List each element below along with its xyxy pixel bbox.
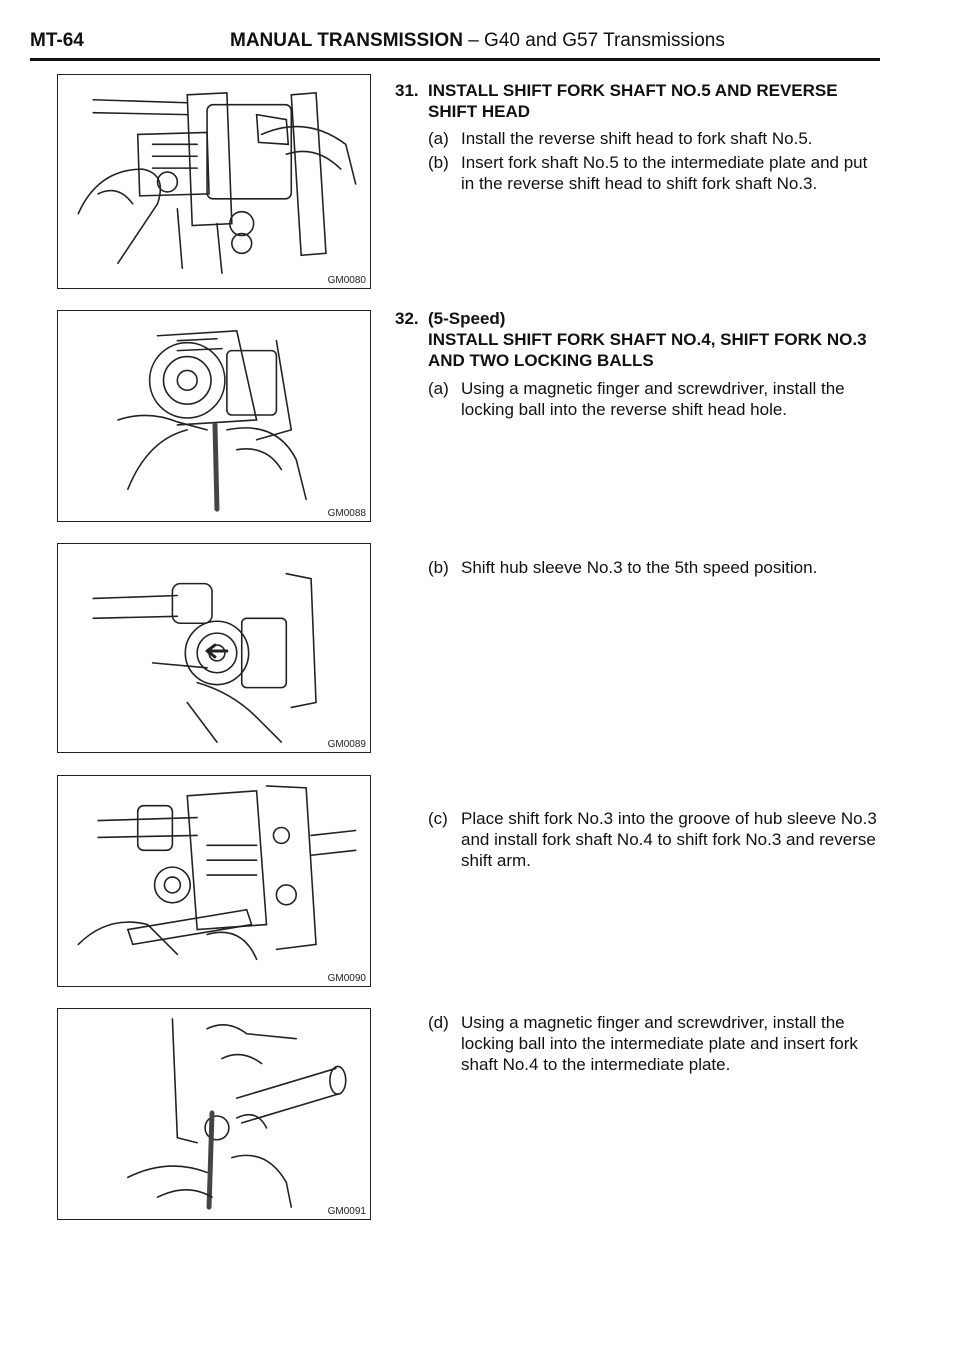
section-title: MANUAL TRANSMISSION	[230, 30, 463, 51]
illustration-intermediate-plate	[58, 1009, 370, 1219]
illustration-magnetic-finger	[58, 311, 370, 521]
figure-code: GM0091	[327, 1206, 366, 1217]
substep-text: Install the reverse shift head to fork shaft No.5.	[461, 129, 813, 148]
step-31	[395, 80, 885, 122]
page-header	[30, 28, 880, 62]
figure-install-fork-shaft-5	[57, 74, 371, 289]
substep-label: (b)	[428, 153, 449, 172]
illustration-hub-sleeve	[58, 544, 370, 752]
step-32b	[428, 557, 883, 578]
substep-label: (c)	[428, 809, 448, 828]
substep-text: Place shift fork No.3 into the groove of hub sleeve No.3 and install fork shaft No.4 to shift fork No.3 and reverse shift arm.	[461, 809, 877, 870]
step-heading: INSTALL SHIFT FORK SHAFT NO.5 AND REVERSE SHIFT HEAD	[428, 81, 838, 121]
section-subtitle: – G40 and G57 Transmissions	[462, 30, 725, 51]
figure-insert-fork-shaft	[57, 1008, 371, 1220]
substep-label: (a)	[428, 129, 449, 148]
figure-install-fork-shaft-4	[57, 775, 371, 987]
page-title	[230, 30, 725, 52]
substep-text: Insert fork shaft No.5 to the intermediate plate and put in the reverse shift head to shift fork shaft No.3.	[461, 153, 868, 193]
step-31a	[428, 128, 883, 149]
substep-text: Using a magnetic finger and screwdriver, install the locking ball into the intermediate plate and insert fork shaft No.4 to the intermediate plate.	[461, 1013, 858, 1074]
step-32a	[428, 378, 883, 420]
step-qualifier: (5-Speed)	[428, 309, 506, 328]
substep-text: Using a magnetic finger and screwdriver, install the locking ball into the reverse shift head hole.	[461, 379, 845, 419]
step-31b	[428, 152, 883, 194]
page-code: MT-64	[30, 30, 84, 51]
figure-code: GM0090	[327, 973, 366, 984]
substep-text: Shift hub sleeve No.3 to the 5th speed position.	[461, 558, 818, 577]
step-number: 31.	[395, 81, 419, 100]
figure-shift-hub-sleeve	[57, 543, 371, 753]
figure-code: GM0088	[327, 508, 366, 519]
step-number: 32.	[395, 309, 419, 328]
figure-code: GM0080	[327, 275, 366, 286]
figure-install-locking-ball	[57, 310, 371, 522]
illustration-reverse-shift-head	[58, 75, 370, 288]
step-32d	[428, 1012, 883, 1075]
header-rule	[30, 58, 880, 61]
substep-label: (d)	[428, 1013, 449, 1032]
step-heading: INSTALL SHIFT FORK SHAFT NO.4, SHIFT FORK NO.3 AND TWO LOCKING BALLS	[428, 330, 867, 370]
figure-code: GM0089	[327, 739, 366, 750]
substep-label: (b)	[428, 558, 449, 577]
step-32	[395, 308, 885, 371]
substep-label: (a)	[428, 379, 449, 398]
step-32c	[428, 808, 883, 871]
illustration-shift-fork	[58, 776, 370, 986]
